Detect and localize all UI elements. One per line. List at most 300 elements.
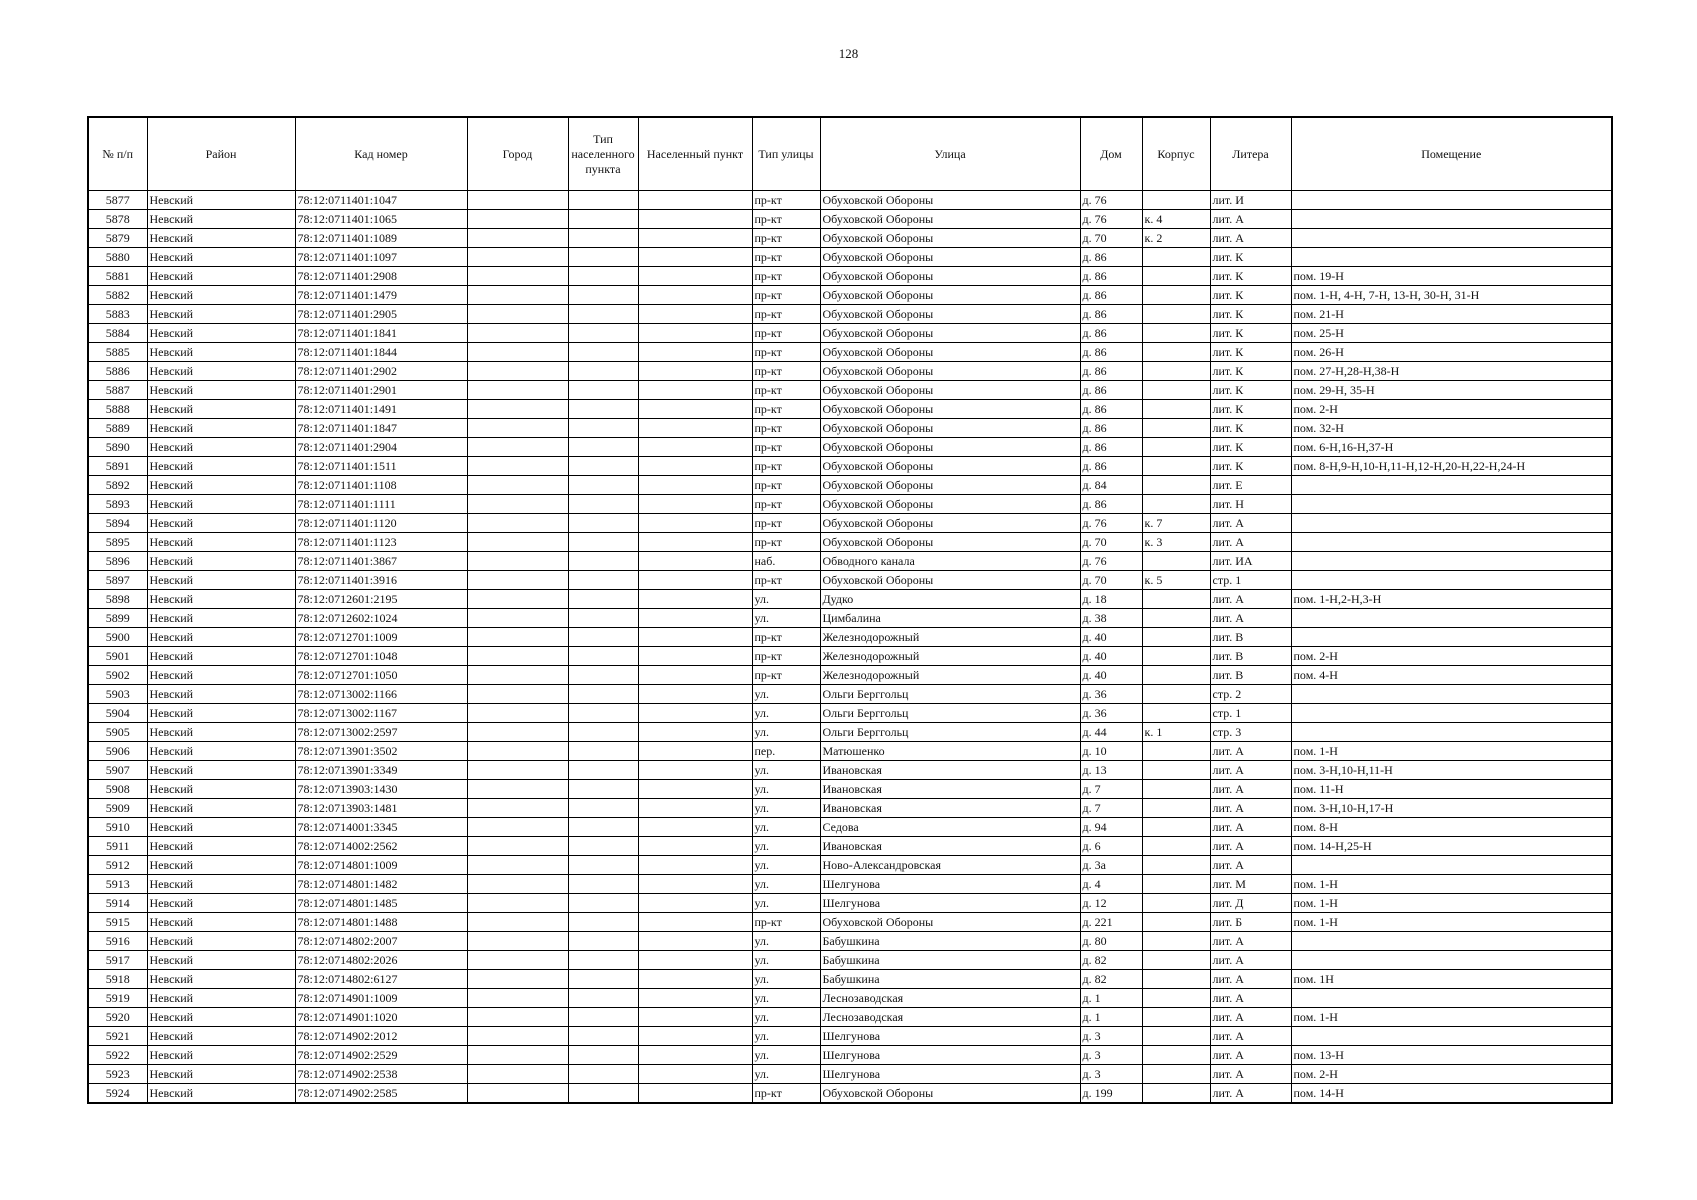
cell-settlement [638,970,752,989]
cell-letter: лит. К [1210,362,1291,381]
cell-cadastral-number: 78:12:0714801:1488 [295,913,467,932]
cell-settlement-type [568,856,638,875]
cell-street: Ивановская [820,761,1080,780]
cell-street-type: ул. [752,837,820,856]
cell-premises: пом. 1-Н [1291,913,1612,932]
cell-premises [1291,951,1612,970]
cell-settlement [638,381,752,400]
cell-premises: пом. 1Н [1291,970,1612,989]
cell-settlement [638,723,752,742]
table-row [88,571,1612,590]
cell-settlement [638,837,752,856]
cell-number: 5877 [88,191,147,210]
table-row [88,989,1612,1008]
cell-letter: лит. К [1210,248,1291,267]
cell-street: Шелгунова [820,875,1080,894]
cell-premises [1291,476,1612,495]
cell-cadastral-number: 78:12:0711401:1065 [295,210,467,229]
cell-house: д. 7 [1080,780,1142,799]
cell-street: Обуховской Обороны [820,362,1080,381]
cell-building [1142,856,1210,875]
cell-settlement [638,343,752,362]
cell-settlement [638,761,752,780]
cell-settlement-type [568,1027,638,1046]
cell-street-type: ул. [752,951,820,970]
cell-city [467,438,568,457]
cell-settlement [638,476,752,495]
cell-premises [1291,628,1612,647]
cell-settlement-type [568,457,638,476]
cell-street: Обуховской Обороны [820,514,1080,533]
cell-letter: лит. А [1210,932,1291,951]
cell-house: д. 80 [1080,932,1142,951]
cell-premises: пом. 4-Н [1291,666,1612,685]
cell-street-type: пр-кт [752,305,820,324]
cell-cadastral-number: 78:12:0711401:1847 [295,419,467,438]
cell-number: 5921 [88,1027,147,1046]
cell-letter: лит. К [1210,438,1291,457]
col-city-header: Город [467,117,568,191]
table-row [88,438,1612,457]
table-row [88,666,1612,685]
col-district-header: Район [147,117,295,191]
table-row [88,685,1612,704]
cell-street: Железнодорожный [820,628,1080,647]
cell-district: Невский [147,742,295,761]
cell-house: д. 3 [1080,1046,1142,1065]
table-body [88,191,1612,1104]
cell-letter: лит. К [1210,324,1291,343]
table-row [88,932,1612,951]
cell-district: Невский [147,229,295,248]
cell-premises [1291,932,1612,951]
cell-premises: пом. 19-Н [1291,267,1612,286]
cell-premises: пом. 13-Н [1291,1046,1612,1065]
cell-settlement [638,799,752,818]
cell-settlement-type [568,381,638,400]
cell-settlement-type [568,286,638,305]
cell-cadastral-number: 78:12:0711401:1111 [295,495,467,514]
cell-street-type: пр-кт [752,381,820,400]
cell-street-type: пр-кт [752,400,820,419]
cell-letter: лит. А [1210,951,1291,970]
cell-street: Обуховской Обороны [820,438,1080,457]
cell-building [1142,837,1210,856]
cell-building [1142,343,1210,362]
cell-street: Обуховской Обороны [820,248,1080,267]
cell-street-type: пр-кт [752,229,820,248]
table-row [88,837,1612,856]
cell-city [467,533,568,552]
cell-number: 5899 [88,609,147,628]
cell-district: Невский [147,609,295,628]
cell-cadastral-number: 78:12:0711401:3916 [295,571,467,590]
cell-settlement [638,628,752,647]
cell-city [467,590,568,609]
cell-settlement [638,894,752,913]
cell-house: д. 1 [1080,989,1142,1008]
cell-settlement-type [568,837,638,856]
cell-city [467,1027,568,1046]
cell-building [1142,742,1210,761]
cell-street-type: ул. [752,818,820,837]
cell-cadastral-number: 78:12:0714901:1009 [295,989,467,1008]
cell-premises [1291,571,1612,590]
cell-street-type: пр-кт [752,343,820,362]
cell-building [1142,305,1210,324]
cell-street-type: ул. [752,970,820,989]
cell-building [1142,932,1210,951]
cell-number: 5891 [88,457,147,476]
cell-district: Невский [147,913,295,932]
table-row [88,647,1612,666]
cell-city [467,343,568,362]
cell-building [1142,761,1210,780]
cell-house: д. 86 [1080,438,1142,457]
cell-building [1142,666,1210,685]
cell-settlement [638,913,752,932]
cell-street: Ольги Берггольц [820,723,1080,742]
cell-street: Обуховской Обороны [820,191,1080,210]
cell-city [467,1046,568,1065]
cell-street: Обуховской Обороны [820,305,1080,324]
cell-city [467,571,568,590]
cell-settlement [638,267,752,286]
cell-number: 5878 [88,210,147,229]
col-building-header: Корпус [1142,117,1210,191]
cell-premises: пом. 1-Н [1291,742,1612,761]
cell-premises [1291,609,1612,628]
cell-premises: пом. 29-Н, 35-Н [1291,381,1612,400]
cell-premises [1291,210,1612,229]
cell-house: д. 199 [1080,1084,1142,1104]
cell-letter: лит. А [1210,210,1291,229]
cell-cadastral-number: 78:12:0711401:1089 [295,229,467,248]
cell-city [467,723,568,742]
cell-cadastral-number: 78:12:0711401:1097 [295,248,467,267]
cell-settlement-type [568,799,638,818]
cell-cadastral-number: 78:12:0713002:2597 [295,723,467,742]
table-row [88,1027,1612,1046]
cell-house: д. 70 [1080,229,1142,248]
cell-district: Невский [147,989,295,1008]
table-row [88,362,1612,381]
cell-cadastral-number: 78:12:0714902:2529 [295,1046,467,1065]
cell-street-type: пр-кт [752,286,820,305]
cell-cadastral-number: 78:12:0711401:1491 [295,400,467,419]
cell-settlement [638,989,752,1008]
cell-house: д. 94 [1080,818,1142,837]
cell-street: Обуховской Обороны [820,571,1080,590]
cell-cadastral-number: 78:12:0711401:3867 [295,552,467,571]
cell-district: Невский [147,856,295,875]
cell-settlement [638,780,752,799]
cell-building: к. 5 [1142,571,1210,590]
cell-house: д. 1 [1080,1008,1142,1027]
cell-street: Бабушкина [820,932,1080,951]
cell-street-type: пр-кт [752,210,820,229]
cell-cadastral-number: 78:12:0711401:2905 [295,305,467,324]
cell-house: д. 86 [1080,381,1142,400]
cell-city [467,913,568,932]
cell-cadastral-number: 78:12:0711401:1120 [295,514,467,533]
cell-settlement [638,647,752,666]
cell-district: Невский [147,1027,295,1046]
cell-settlement-type [568,628,638,647]
table-row [88,1008,1612,1027]
cell-street-type: ул. [752,989,820,1008]
cell-letter: лит. А [1210,514,1291,533]
cell-number: 5889 [88,419,147,438]
cell-building [1142,552,1210,571]
cell-city [467,476,568,495]
cell-cadastral-number: 78:12:0711401:2902 [295,362,467,381]
cell-cadastral-number: 78:12:0712701:1009 [295,628,467,647]
cell-letter: лит. А [1210,761,1291,780]
cell-settlement [638,666,752,685]
cell-settlement [638,419,752,438]
cell-cadastral-number: 78:12:0711401:2908 [295,267,467,286]
cell-building [1142,419,1210,438]
cell-number: 5885 [88,343,147,362]
table-row [88,951,1612,970]
cell-city [467,666,568,685]
table-row [88,609,1612,628]
cell-number: 5879 [88,229,147,248]
cell-district: Невский [147,1046,295,1065]
cell-city [467,932,568,951]
cell-city [467,647,568,666]
cell-letter: лит. А [1210,856,1291,875]
cell-house: д. 7 [1080,799,1142,818]
cell-building [1142,989,1210,1008]
cell-house: д. 86 [1080,362,1142,381]
cell-building: к. 7 [1142,514,1210,533]
cell-street-type: пер. [752,742,820,761]
cell-premises: пом. 26-Н [1291,343,1612,362]
cell-letter: лит. А [1210,989,1291,1008]
cell-settlement [638,1008,752,1027]
cell-settlement [638,932,752,951]
cell-letter: лит. А [1210,1008,1291,1027]
cell-district: Невский [147,514,295,533]
cell-street: Обуховской Обороны [820,286,1080,305]
table-row [88,533,1612,552]
cell-building [1142,400,1210,419]
cell-street: Обуховской Обороны [820,913,1080,932]
cell-letter: лит. К [1210,286,1291,305]
cell-district: Невский [147,495,295,514]
cell-premises: пом. 3-Н,10-Н,17-Н [1291,799,1612,818]
cell-building [1142,1084,1210,1104]
cell-number: 5906 [88,742,147,761]
table-row [88,248,1612,267]
cell-building [1142,324,1210,343]
cell-settlement [638,951,752,970]
cell-city [467,799,568,818]
cell-settlement [638,1046,752,1065]
cell-settlement-type [568,438,638,457]
cell-city [467,761,568,780]
cell-building: к. 4 [1142,210,1210,229]
cell-house: д. 13 [1080,761,1142,780]
cell-letter: лит. ИА [1210,552,1291,571]
cell-settlement-type [568,533,638,552]
cell-number: 5896 [88,552,147,571]
cell-street-type: пр-кт [752,1084,820,1104]
cell-letter: лит. А [1210,837,1291,856]
table-row [88,742,1612,761]
cell-premises: пом. 25-Н [1291,324,1612,343]
cell-premises: пом. 1-Н, 4-Н, 7-Н, 13-Н, 30-Н, 31-Н [1291,286,1612,305]
cell-district: Невский [147,381,295,400]
cell-settlement-type [568,191,638,210]
cell-street: Матюшенко [820,742,1080,761]
cell-premises: пом. 11-Н [1291,780,1612,799]
cell-settlement-type [568,761,638,780]
cell-settlement [638,191,752,210]
cell-number: 5887 [88,381,147,400]
cell-house: д. 3а [1080,856,1142,875]
cell-district: Невский [147,343,295,362]
cell-building [1142,191,1210,210]
cell-letter: лит. А [1210,590,1291,609]
cell-district: Невский [147,552,295,571]
cell-house: д. 40 [1080,666,1142,685]
cell-street: Железнодорожный [820,666,1080,685]
cell-letter: лит. А [1210,1084,1291,1104]
cell-building [1142,951,1210,970]
cell-settlement-type [568,742,638,761]
cell-building [1142,647,1210,666]
cell-number: 5892 [88,476,147,495]
cell-cadastral-number: 78:12:0711401:1108 [295,476,467,495]
cell-settlement-type [568,590,638,609]
cell-city [467,1065,568,1084]
table-row [88,381,1612,400]
cell-city [467,305,568,324]
cell-street-type: пр-кт [752,419,820,438]
cell-district: Невский [147,400,295,419]
table-row [88,761,1612,780]
cell-house: д. 70 [1080,533,1142,552]
cell-house: д. 86 [1080,419,1142,438]
cell-house: д. 86 [1080,457,1142,476]
cell-premises: пом. 3-Н,10-Н,11-Н [1291,761,1612,780]
cell-settlement [638,685,752,704]
cell-settlement-type [568,1065,638,1084]
table-row [88,780,1612,799]
cell-letter: лит. А [1210,970,1291,989]
cell-cadastral-number: 78:12:0714801:1485 [295,894,467,913]
cell-number: 5920 [88,1008,147,1027]
cell-settlement [638,571,752,590]
cell-settlement-type [568,514,638,533]
cell-city [467,685,568,704]
cell-premises: пом. 2-Н [1291,647,1612,666]
cell-city [467,818,568,837]
cell-house: д. 3 [1080,1027,1142,1046]
cell-street: Бабушкина [820,951,1080,970]
cell-street-type: пр-кт [752,476,820,495]
cell-settlement [638,400,752,419]
cell-building [1142,780,1210,799]
cell-letter: лит. А [1210,1046,1291,1065]
cell-settlement-type [568,989,638,1008]
cell-street: Обуховской Обороны [820,267,1080,286]
cell-settlement-type [568,419,638,438]
cell-district: Невский [147,780,295,799]
cell-house: д. 36 [1080,704,1142,723]
property-registry-table [87,116,1613,1104]
cell-street: Ново-Александровская [820,856,1080,875]
cell-letter: лит. К [1210,457,1291,476]
table-row [88,229,1612,248]
col-cadastral-header: Кад номер [295,117,467,191]
table-row [88,1084,1612,1104]
cell-house: д. 38 [1080,609,1142,628]
cell-number: 5886 [88,362,147,381]
cell-house: д. 76 [1080,191,1142,210]
cell-district: Невский [147,571,295,590]
cell-settlement-type [568,305,638,324]
cell-number: 5917 [88,951,147,970]
cell-cadastral-number: 78:12:0714902:2538 [295,1065,467,1084]
table-row [88,856,1612,875]
cell-letter: лит. К [1210,381,1291,400]
table-row [88,210,1612,229]
cell-city [467,856,568,875]
cell-house: д. 4 [1080,875,1142,894]
cell-house: д. 86 [1080,248,1142,267]
cell-district: Невский [147,457,295,476]
cell-street-type: пр-кт [752,495,820,514]
cell-building [1142,894,1210,913]
cell-building [1142,685,1210,704]
cell-number: 5905 [88,723,147,742]
cell-letter: лит. А [1210,533,1291,552]
col-premises-header: Помещение [1291,117,1612,191]
cell-number: 5909 [88,799,147,818]
cell-cadastral-number: 78:12:0711401:1047 [295,191,467,210]
cell-letter: лит. Н [1210,495,1291,514]
table-row [88,514,1612,533]
cell-cadastral-number: 78:12:0714802:2007 [295,932,467,951]
cell-settlement-type [568,932,638,951]
cell-house: д. 86 [1080,324,1142,343]
cell-settlement [638,210,752,229]
cell-letter: лит. И [1210,191,1291,210]
cell-street-type: ул. [752,856,820,875]
cell-street: Обуховской Обороны [820,210,1080,229]
cell-district: Невский [147,875,295,894]
cell-street: Ивановская [820,780,1080,799]
cell-settlement-type [568,400,638,419]
cell-house: д. 84 [1080,476,1142,495]
cell-street: Бабушкина [820,970,1080,989]
cell-district: Невский [147,761,295,780]
cell-settlement-type [568,343,638,362]
cell-house: д. 40 [1080,628,1142,647]
cell-number: 5900 [88,628,147,647]
cell-house: д. 76 [1080,552,1142,571]
cell-settlement-type [568,495,638,514]
cell-premises: пом. 8-Н [1291,818,1612,837]
table-row [88,799,1612,818]
cell-cadastral-number: 78:12:0714902:2012 [295,1027,467,1046]
cell-street-type: ул. [752,723,820,742]
cell-house: д. 86 [1080,286,1142,305]
